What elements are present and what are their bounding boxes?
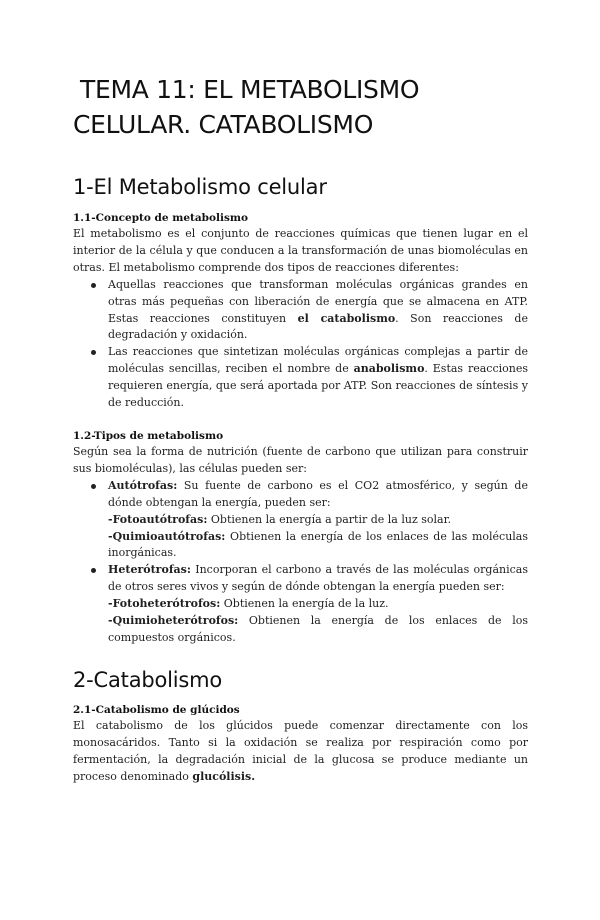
heterotrofas-text: Incorporan el carbono a través de las moléculas orgánicas de otros seres vivos y según de dónde obtengan la energía pueden ser:: [108, 563, 528, 594]
quimioautotrofas-line: [108, 529, 528, 563]
subsection-1-2-intro: Según sea la forma de nutrición (fuente de carbono que utilizan para construir sus biomoléculas), las células pueden ser:: [73, 444, 528, 475]
bullet-text: . Estas reacciones requieren energía, que será aportada por ATP. Son reacciones de síntesis y de reducción.: [108, 362, 528, 410]
quimioheterotrofos-line: [108, 613, 528, 647]
list-item: [108, 478, 528, 563]
quimioheterotrofos-text: Obtienen la energía de los enlaces de los compuestos orgánicos.: [108, 614, 528, 644]
document-page: [0, 72, 600, 920]
quimioheterotrofos-label: -Quimioheterótrofos:: [108, 614, 239, 628]
catabolismo-term: el catabolismo: [297, 311, 396, 325]
section-1-heading: 1-El Metabolismo celular: [73, 175, 327, 199]
subsection-2-1-heading: 2.1-Catabolismo de glúcidos: [73, 703, 240, 716]
heterotrofas-label: Heterótrofas:: [108, 563, 191, 577]
quimioautotrofas-label: -Quimioautótrofas:: [108, 529, 226, 543]
list-item: [108, 562, 528, 647]
metabolism-types-list: [73, 478, 528, 647]
title-line-2: CELULAR. CATABOLISMO: [73, 110, 374, 139]
fotoheterotrofos-line: [108, 596, 528, 613]
subsection-1-1-heading: 1.1-Concepto de metabolismo: [73, 212, 249, 224]
reaction-types-list: [73, 277, 528, 412]
document-title: [73, 72, 528, 142]
quimioautotrofas-text: Obtienen la energía de los enlaces de las moléculas inorgánicas.: [108, 529, 528, 560]
list-item: [108, 277, 528, 345]
glucolisis-term: glucólisis.: [192, 769, 256, 783]
subsection-1-2-heading: 1.2-Tipos de metabolismo: [73, 429, 224, 442]
autotrofas-label: Autótrofas:: [108, 478, 178, 492]
subsection-2-1-text: [73, 718, 528, 786]
fotoautotrofas-label: -Fotoautótrofas:: [108, 512, 208, 526]
autotrofas-text: Su fuente de carbono es el CO2 atmosférico, y según de dónde obtengan la energía, pueden ser:: [108, 478, 528, 509]
bullet-text: Aquellas reacciones que transforman moléculas orgánicas grandes en otras más pequeñas con liberación de energía que se almacena en ATP. Estas reacciones constituyen: [108, 277, 528, 325]
anabolismo-term: anabolismo: [353, 362, 425, 376]
fotoheterotrofos-label: -Fotoheterótrofos:: [108, 597, 221, 611]
fotoautotrofas-text: Obtienen la energía a partir de la luz solar.: [207, 512, 452, 526]
list-item: [108, 344, 528, 412]
fotoautotrofas-line: [108, 512, 528, 529]
fotoheterotrofos-text: Obtienen la energía de la luz.: [220, 597, 389, 611]
bullet-text: . Son reacciones de degradación y oxidación.: [108, 311, 528, 342]
title-line-1: TEMA 11: EL METABOLISMO: [80, 75, 420, 104]
bullet-text: Las reacciones que sintetizan moléculas orgánicas complejas a partir de moléculas sencillas, reciben el nombre de: [108, 345, 528, 376]
section-2-heading: 2-Catabolismo: [73, 667, 223, 692]
paragraph-text: El catabolismo de los glúcidos puede comenzar directamente con los monosacáridos. Tanto si la oxidación se realiza por respiración como por fermentación, la degradación inicial de la glucosa se produce mediante un proceso denominado: [73, 718, 528, 783]
subsection-1-1-intro: El metabolismo es el conjunto de reacciones químicas que tienen lugar en el interior de la célula y que conducen a la transformación de unas biomoléculas en otras. El metabolismo comprende dos tipos de reacciones diferentes:: [73, 227, 528, 274]
